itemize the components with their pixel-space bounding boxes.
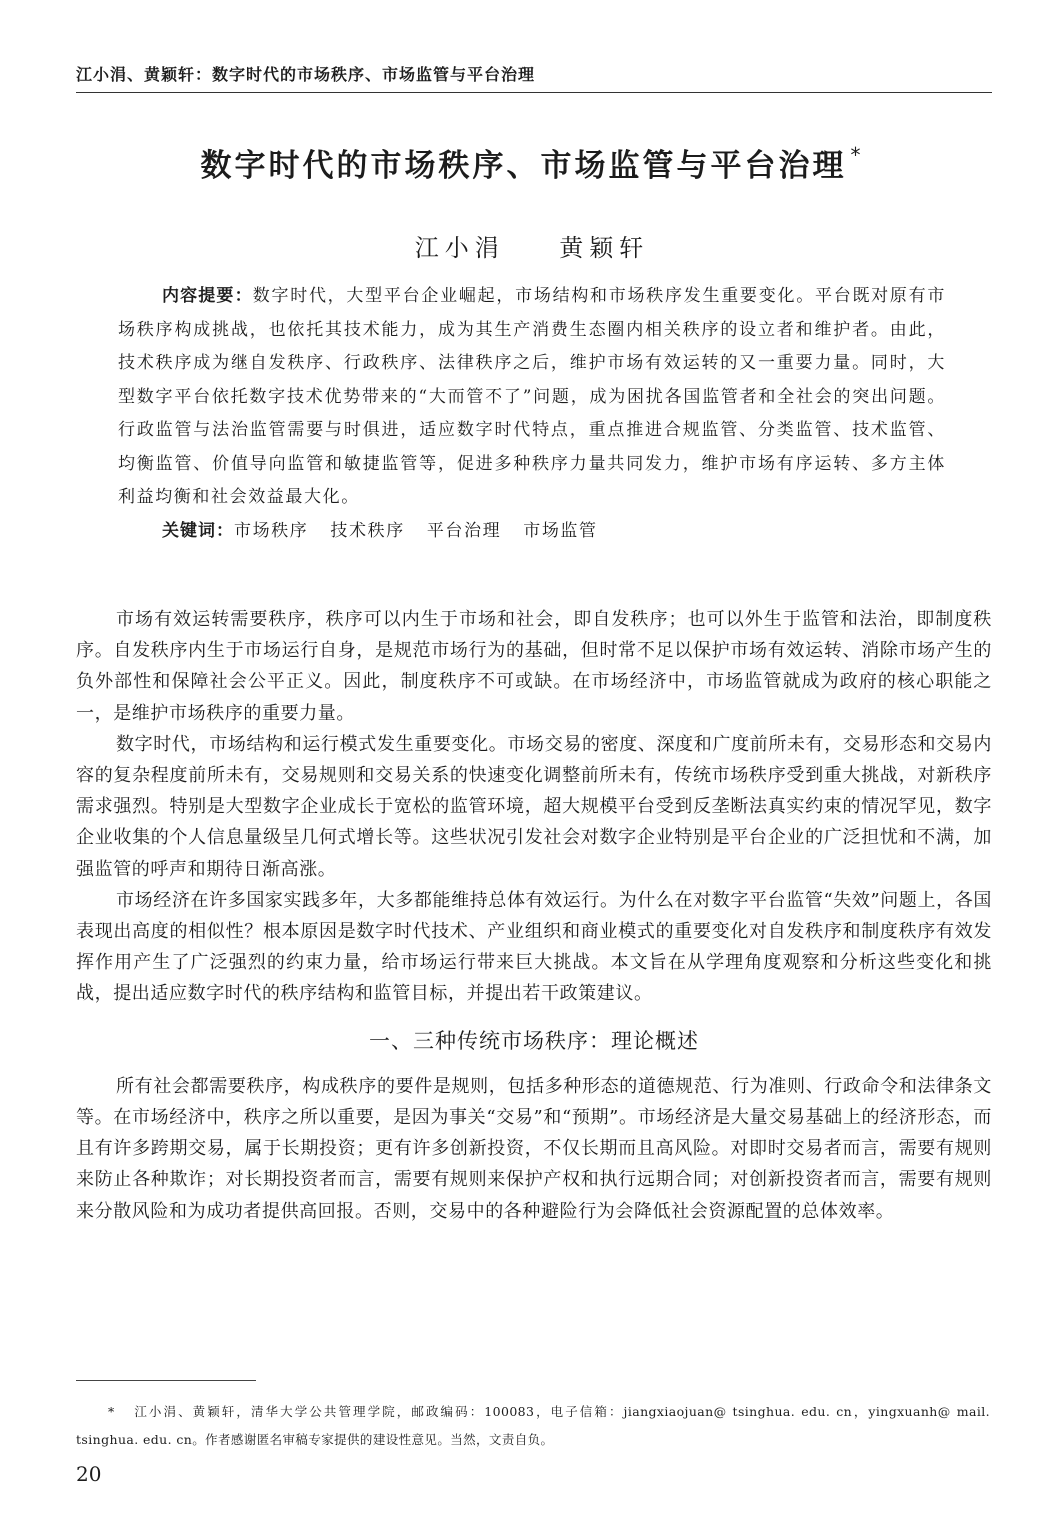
keyword: 平台治理 xyxy=(426,520,502,541)
body-paragraph: 数字时代，市场结构和运行模式发生重要变化。市场交易的密度、深度和广度前所未有，交易形态和交易内容的复杂程度前所未有，交易规则和交易关系的快速变化调整前所未有，传统市场秩序受到重大挑战，对新秩序需求强烈。特别是大型数字企业成长于宽松的监管环境，超大规模平台受到反垄断法真实约束的情况罕见，数字企业收集的个人信息量级呈几何式增长等。这些状况引发社会对数字企业特别是平台企业的广泛担忧和不满，加强监管的呼声和期待日渐高涨。 xyxy=(76,733,992,880)
footnote-paragraph xyxy=(76,1398,990,1454)
abstract-paragraph xyxy=(118,280,946,515)
abstract-text: 数字时代，大型平台企业崛起，市场结构和市场秩序发生重要变化。平台既对原有市场秩序构成挑战，也依托其技术能力，成为其生产消费生态圈内相关秩序的设立者和维护者。由此，技术秩序成为继自发秩序、行政秩序、法律秩序之后，维护市场有效运转的又一重要力量。同时，大型数字平台依托数字技术优势带来的“大而管不了”问题，成为困扰各国监管者和全社会的突出问题。行政监管与法治监管需要与时俱进，适应数字时代特点，重点推进合规监管、分类监管、技术监管、均衡监管、价值导向监管和敏捷监管等，促进多种秩序力量共同发力，维护市场有序运转、多方主体利益均衡和社会效益最大化。 xyxy=(118,286,947,507)
body-paragraph: 所有社会都需要秩序，构成秩序的要件是规则，包括多种形态的道德规范、行为准则、行政命令和法律条文等。在市场经济中，秩序之所以重要，是因为事关“交易”和“预期”。市场经济是大量交易基础上的经济形态，而且有许多跨期交易，属于长期投资；更有许多创新投资，不仅长期而且高风险。对即时交易者而言，需要有规则来防止各种欺诈；对长期投资者而言，需要有规则来保护产权和执行远期合同；对创新投资者而言，需要有规则来分散风险和为成功者提供高回报。否则，交易中的各种避险行为会降低社会资源配置的总体效率。 xyxy=(76,1075,992,1222)
keyword: 技术秩序 xyxy=(330,520,405,541)
header-rule xyxy=(76,92,992,93)
article-body xyxy=(76,604,992,1227)
abstract-label: 内容提要： xyxy=(162,286,253,306)
article-title xyxy=(0,140,1064,185)
footnote xyxy=(76,1398,990,1454)
keyword: 市场秩序 xyxy=(234,520,309,541)
running-head: 江小涓、黄颖轩：数字时代的市场秩序、市场监管与平台治理 xyxy=(76,65,536,84)
footnote-mark: * xyxy=(108,1404,115,1419)
body-paragraph: 市场经济在许多国家实践多年，大多都能维持总体有效运行。为什么在对数字平台监管“失效”问题上，各国表现出高度的相似性？根本原因是数字时代技术、产业组织和商业模式的重要变化对自发秩序和制度秩序有效发挥作用产生了广泛强烈的约束力量，给市场运行带来巨大挑战。本文旨在从学理角度观察和分析这些变化和挑战，提出适应数字时代的秩序结构和监管目标，并提出若干政策建议。 xyxy=(76,889,992,1005)
title-footnote-mark: * xyxy=(850,143,864,167)
abstract xyxy=(118,280,946,548)
footnote-text: 江小涓、黄颖轩，清华大学公共管理学院，邮政编码：100083，电子信箱：jiangxiaojuan@ tsinghua. edu. cn，yingxuanh@ mail. tsinghua. edu. cn。作者感谢匿名审稿专家提供的建设性意见。当然，文责自负。 xyxy=(76,1404,990,1447)
keyword: 市场监管 xyxy=(523,520,598,541)
title-text: 数字时代的市场秩序、市场监管与平台治理 xyxy=(200,148,847,184)
body-paragraph: 市场有效运转需要秩序，秩序可以内生于市场和社会，即自发秩序；也可以外生于监管和法治，即制度秩序。自发秩序内生于市场运行自身，是规范市场行为的基础，但时常不足以保护市场有效运转、消除市场产生的负外部性和保障社会公平正义。因此，制度秩序不可或缺。在市场经济中，市场监管就成为政府的核心职能之一，是维护市场秩序的重要力量。 xyxy=(76,609,992,724)
page-number: 20 xyxy=(76,1462,102,1486)
authors: 江小涓 黄颖轩 xyxy=(414,234,650,262)
section-heading: 一、三种传统市场秩序：理论概述 xyxy=(369,1028,699,1053)
keywords-line xyxy=(118,515,946,549)
footnote-rule xyxy=(76,1380,256,1381)
keywords-label: 关键词： xyxy=(162,520,234,541)
